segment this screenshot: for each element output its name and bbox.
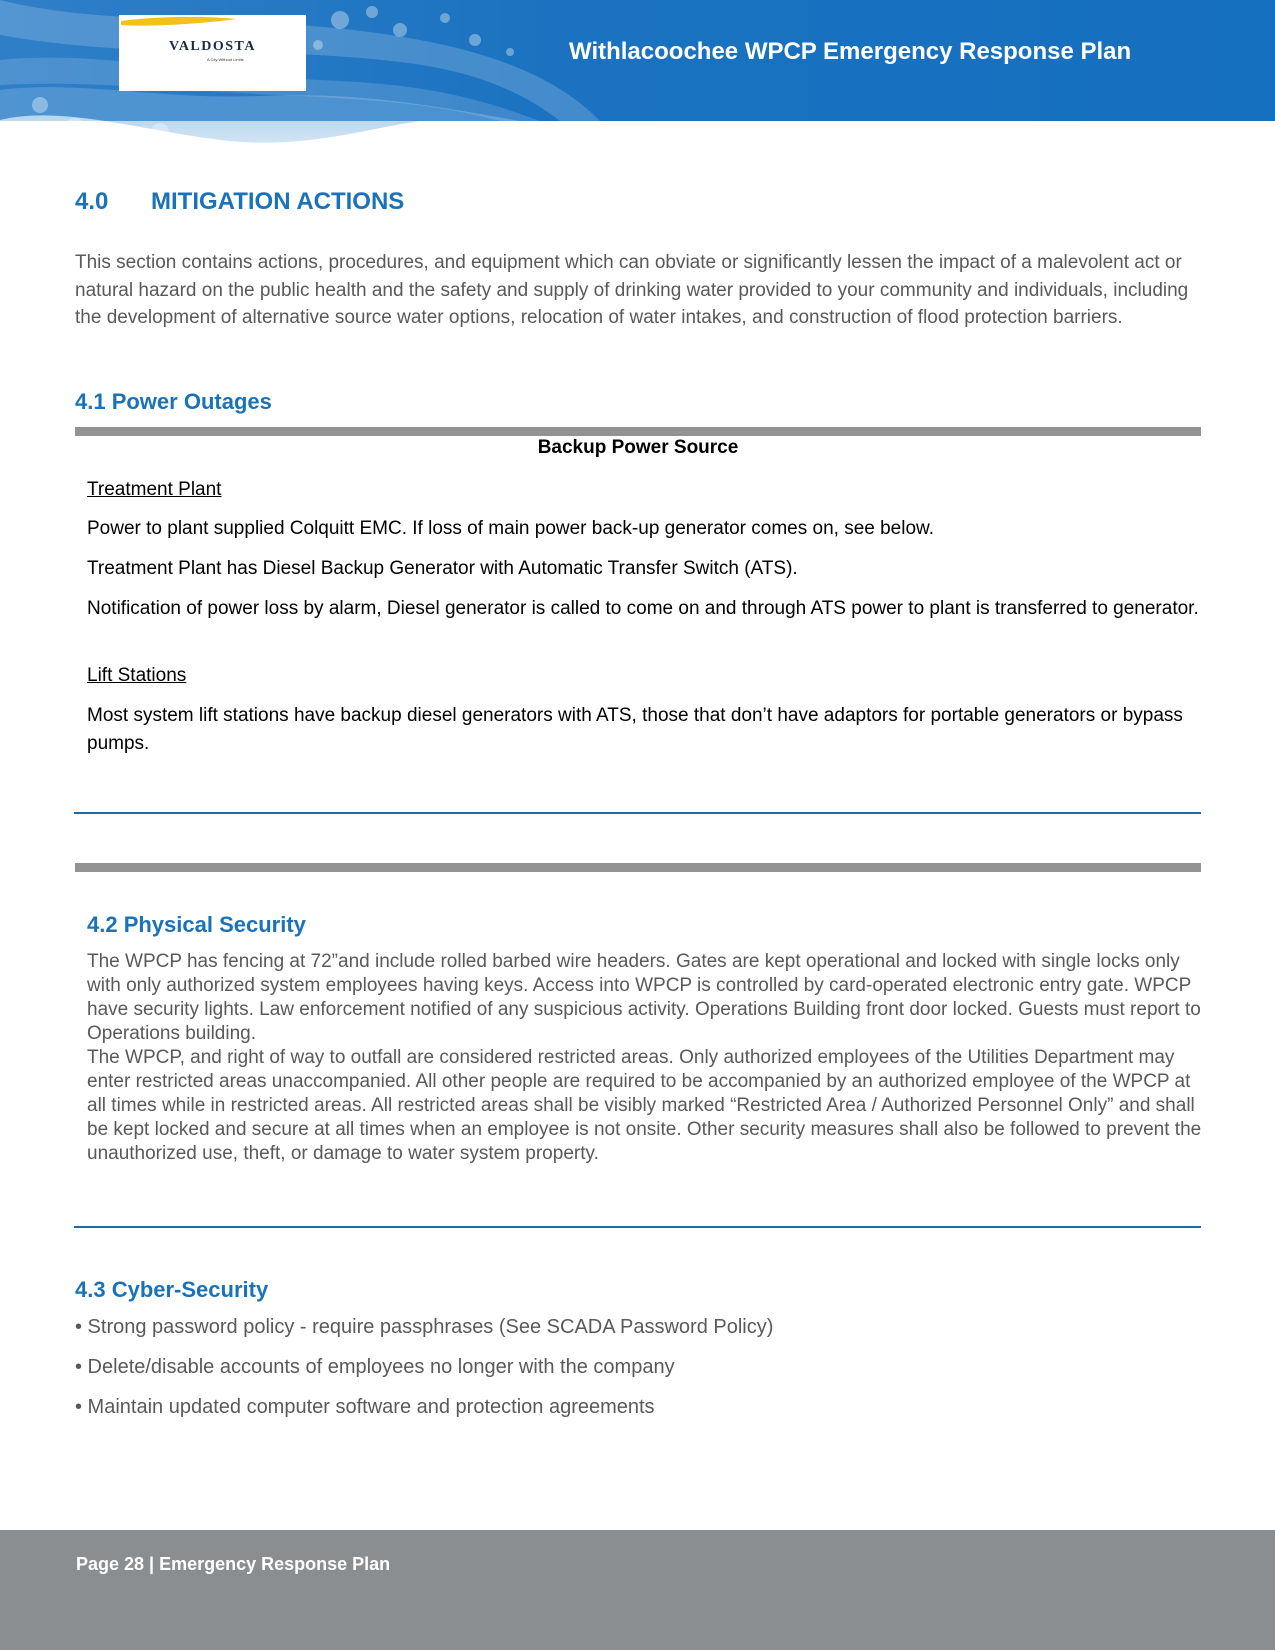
section-divider: [74, 1226, 1201, 1228]
document-title: Withlacoochee WPCP Emergency Response Plan: [569, 38, 1132, 65]
logo-wordmark: VALDOSTA: [169, 39, 256, 54]
list-item: • Delete/disable accounts of employees no longer with the company: [75, 1356, 675, 1378]
table-top-bar: [75, 863, 1201, 872]
heading-cyber-security: 4.3 Cyber-Security: [75, 1277, 269, 1302]
power-line-3: Notification of power loss by alarm, Diesel generator is called to come on and through ATS power to plant is transferred to generator.: [87, 598, 1199, 619]
power-line-2: Treatment Plant has Diesel Backup Generator with Automatic Transfer Switch (ATS).: [87, 558, 798, 579]
section-title: MITIGATION ACTIONS: [151, 188, 405, 215]
valdosta-logo: [119, 15, 306, 91]
physical-security-paragraph-2: The WPCP, and right of way to outfall are considered restricted areas. Only authorized employees of the Utilities Department may enter restricted areas unaccompanied. All other people are required to be accompanied by an authorized employee of the WPCP at all times while in restricted areas. All restricted areas shall be visibly marked “Restricted Area / Authorized Personnel Only” and shall be kept locked and secure at all times when an employee is not onsite. Other security measures shall also be followed to prevent the unauthorized use, theft, or damage to water system property.: [87, 1047, 1202, 1164]
power-line-1: Power to plant supplied Colquitt EMC. If loss of main power back-up generator comes on, see below.: [87, 518, 934, 539]
section-heading-mitigation: [75, 188, 404, 216]
logo-swoosh-icon: [119, 15, 239, 29]
physical-security-paragraph-1: The WPCP has fencing at 72”and include rolled barbed wire headers. Gates are kept operational and locked with single locks only with only authorized system employees having keys. Access into WPCP is controlled by card-operated electronic entry gate. WPCP have security lights. Law enforcement notified of any suspicious activity. Operations Building front door locked. Guests must report to Operations building.: [87, 951, 1201, 1044]
list-item: • Maintain updated computer software and protection agreements: [75, 1396, 655, 1418]
subheading-lift-stations: Lift Stations: [87, 665, 187, 686]
cyber-security-list: [75, 1314, 773, 1434]
heading-physical-security: 4.2 Physical Security: [87, 912, 306, 937]
footer-page-label: Page 28 | Emergency Response Plan: [76, 1554, 391, 1574]
intro-paragraph: This section contains actions, procedures, and equipment which can obviate or significantly lessen the impact of a malevolent act or natural hazard on the public health and the safety and supply of drinking water provided to your community and individuals, including the development of alternative source water options, relocation of water intakes, and construction of flood protection barriers.: [75, 252, 1189, 328]
section-divider: [74, 812, 1201, 814]
table-top-bar: [75, 427, 1201, 436]
heading-power-outages: 4.1 Power Outages: [75, 389, 272, 414]
section-number: 4.0: [75, 188, 109, 215]
subheading-treatment-plant: Treatment Plant: [87, 479, 222, 500]
logo-tagline: A City Without Limits: [207, 57, 244, 62]
power-line-4: Most system lift stations have backup diesel generators with ATS, those that don’t have adaptors for portable generators or bypass pumps.: [87, 705, 1183, 754]
page-footer: [0, 1530, 1275, 1650]
table-title-backup-power: Backup Power Source: [537, 437, 739, 458]
list-item: • Strong password policy - require passphrases (See SCADA Password Policy): [75, 1316, 774, 1338]
page-header: [0, 0, 1275, 170]
